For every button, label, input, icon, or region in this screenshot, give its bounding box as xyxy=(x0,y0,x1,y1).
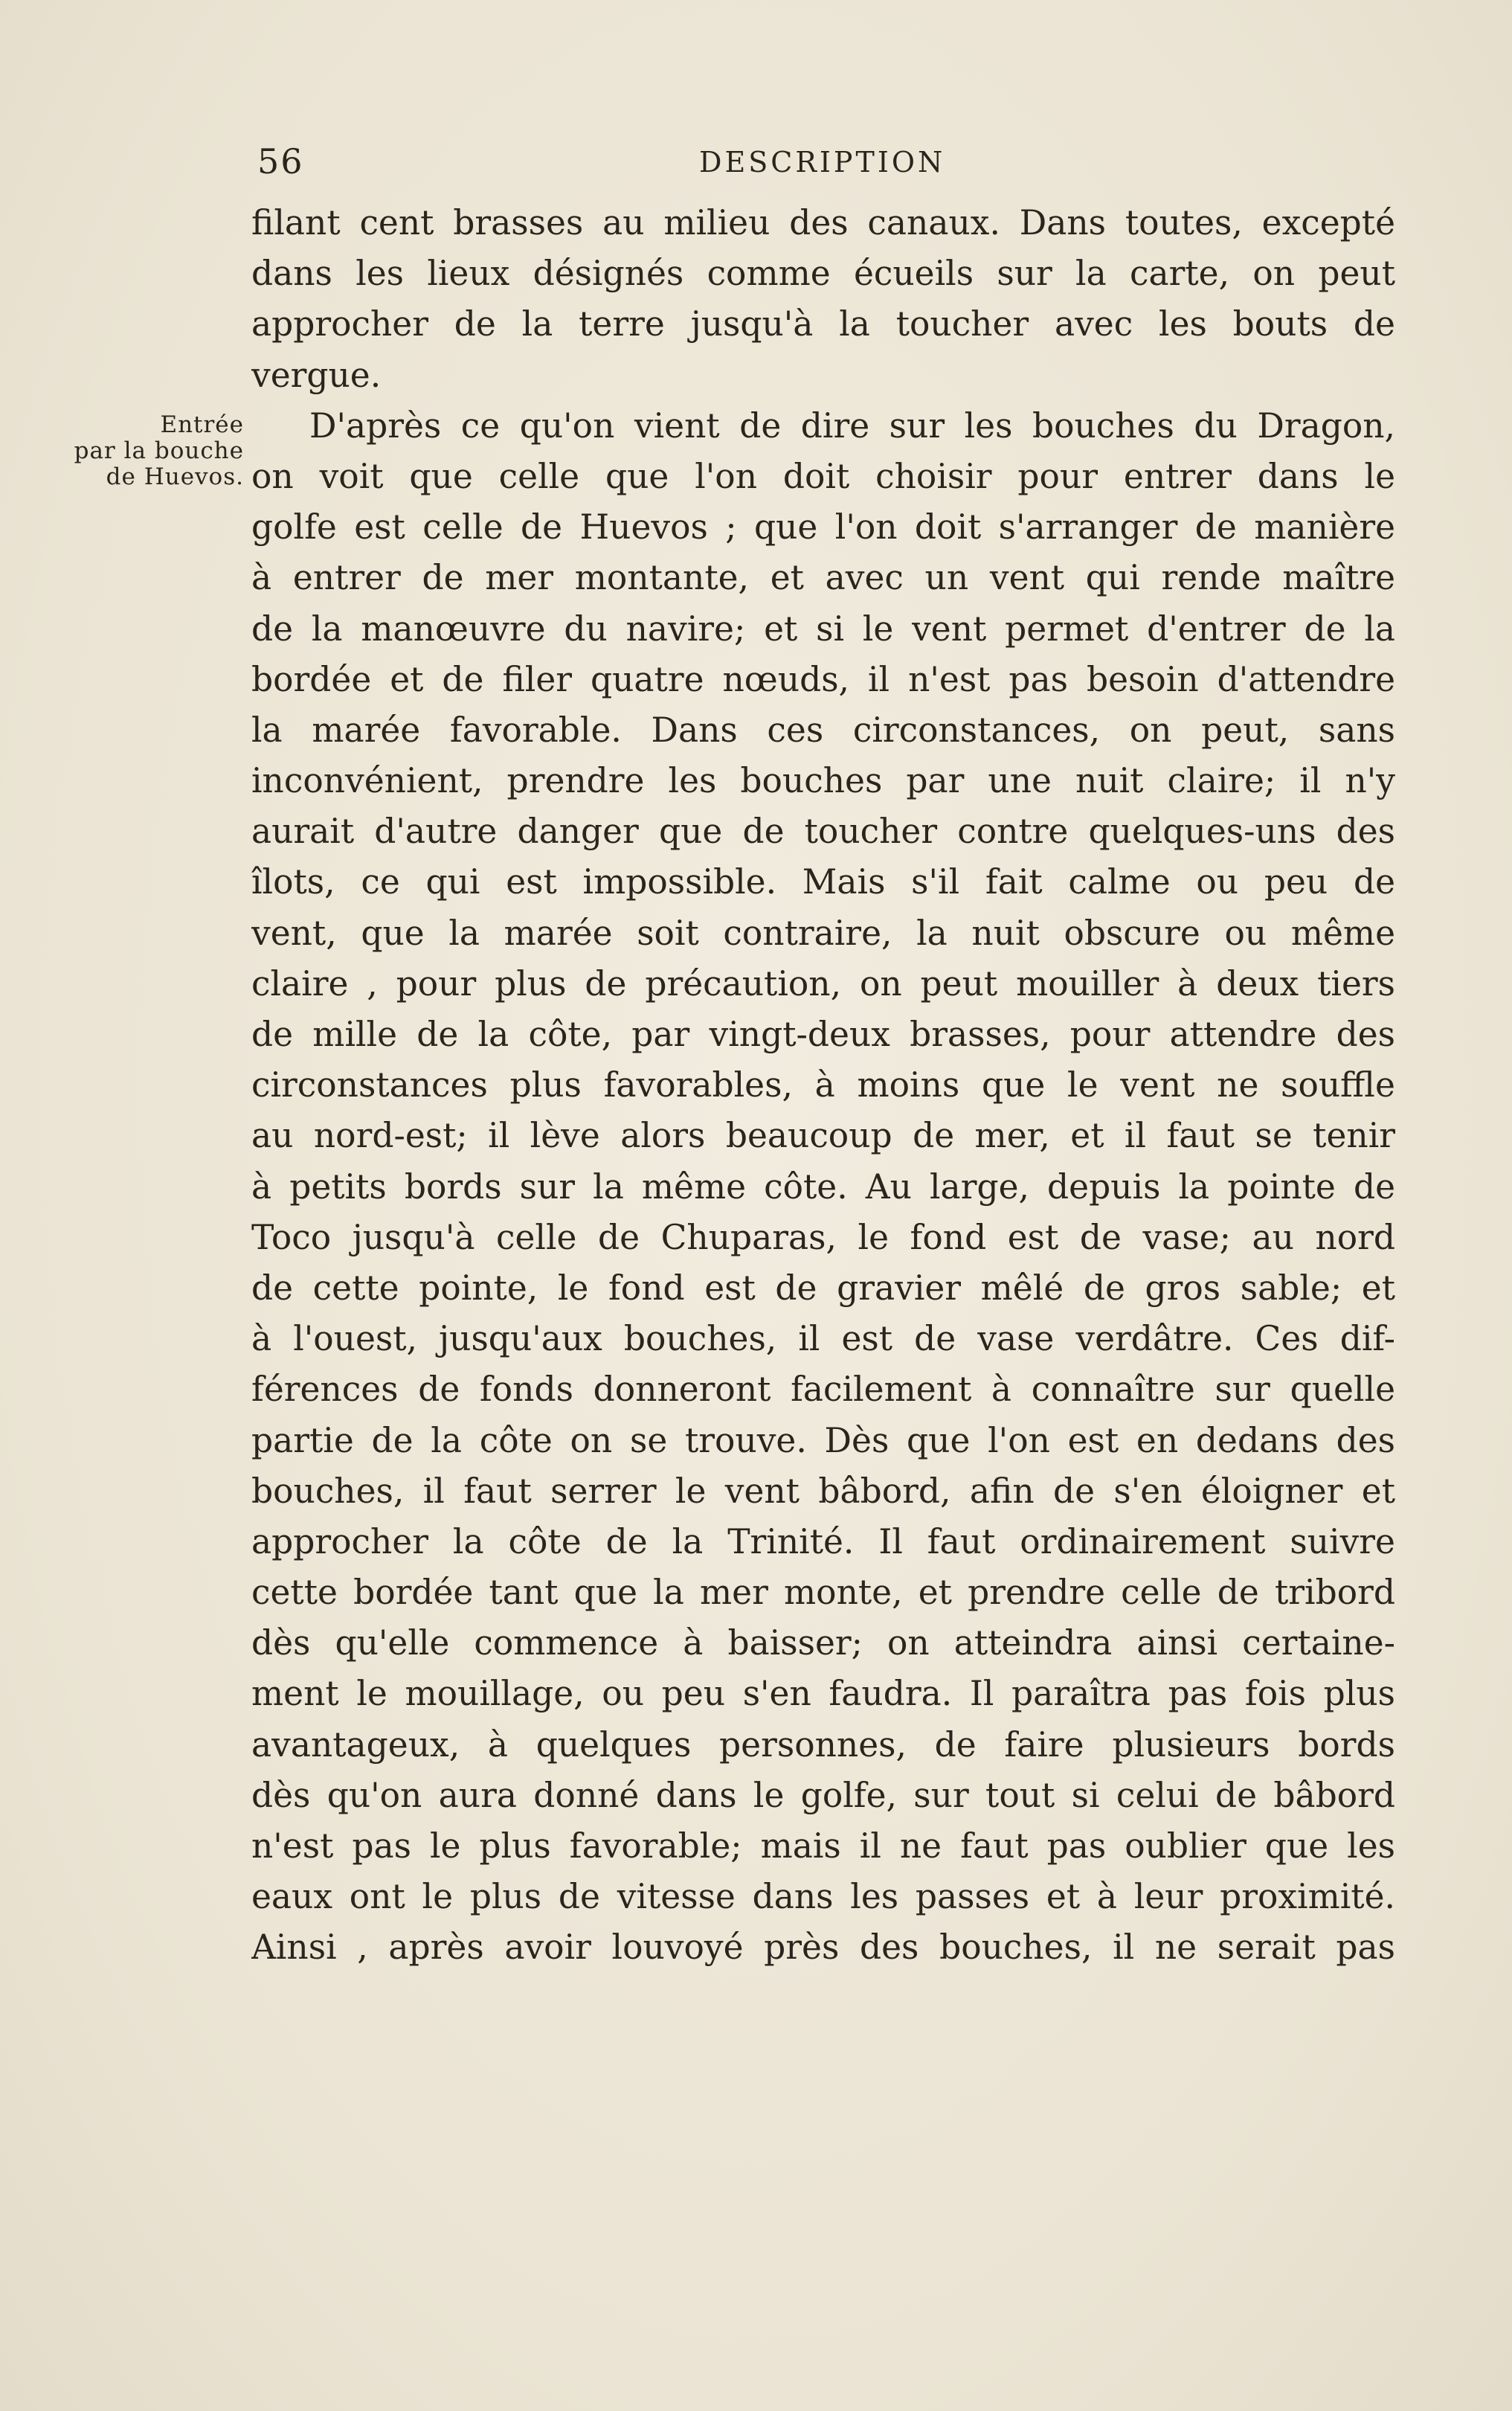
body-text xyxy=(251,198,1395,1974)
text-line: Toco jusqu'à celle de Chuparas, le fond est de vase; au nord xyxy=(251,1217,1395,1257)
margin-note xyxy=(65,412,244,490)
text-line: cette bordée tant que la mer monte, et prendre celle de tribord xyxy=(251,1573,1395,1613)
text-line: de la manœuvre du navire; et si le vent permet d'entrer de la xyxy=(251,609,1395,649)
text-line: dans les lieux désignés comme écueils sur la carte, on peut xyxy=(251,254,1395,294)
text-line: golfe est celle de Huevos ; que l'on doit s'arranger de manière xyxy=(251,507,1395,548)
text-line: on voit que celle que l'on doit choisir pour entrer dans le xyxy=(251,456,1395,496)
text-line: ment le mouillage, ou peu s'en faudra. Il paraîtra pas fois plus xyxy=(251,1674,1395,1714)
text-line: bouches, il faut serrer le vent bâbord, afin de s'en éloigner et xyxy=(251,1471,1395,1511)
text-line: approcher de la terre jusqu'à la toucher avec les bouts de xyxy=(251,304,1395,344)
text-line: approcher la côte de la Trinité. Il faut ordinairement suivre xyxy=(251,1521,1395,1561)
text-line: îlots, ce qui est impossible. Mais s'il fait calme ou peu de xyxy=(251,862,1395,902)
text-line: claire , pour plus de précaution, on peut mouiller à deux tiers xyxy=(251,963,1395,1004)
text-line: partie de la côte on se trouve. Dès que l'on est en dedans des xyxy=(251,1420,1395,1460)
text-line: de cette pointe, le fond est de gravier mêlé de gros sable; et xyxy=(251,1268,1395,1308)
paragraph-first-line: D'après ce qu'on vient de dire sur les bouches du Dragon, xyxy=(309,405,1395,446)
page-header xyxy=(257,141,1394,186)
text-line: au nord-est; il lève alors beaucoup de mer, et il faut se tenir xyxy=(251,1116,1395,1156)
text-line: à entrer de mer montante, et avec un vent qui rende maître xyxy=(251,558,1395,598)
text-line: circonstances plus favorables, à moins que le vent ne souffle xyxy=(251,1065,1395,1105)
page-number: 56 xyxy=(257,141,304,182)
text-line: férences de fonds donneront facilement à connaître sur quelle xyxy=(251,1370,1395,1410)
margin-note-line: de Huevos. xyxy=(106,463,244,490)
text-line: n'est pas le plus favorable; mais il ne faut pas oublier que les xyxy=(251,1826,1395,1866)
text-line: de mille de la côte, par vingt-deux brasses, pour attendre des xyxy=(251,1015,1395,1054)
text-line: filant cent brasses au milieu des canaux. Dans toutes, excepté xyxy=(251,203,1395,243)
text-line: eaux ont le plus de vitesse dans les passes et à leur proximité. xyxy=(251,1877,1395,1917)
text-line: aurait d'autre danger que de toucher contre quelques-uns des xyxy=(251,812,1395,852)
text-line: vent, que la marée soit contraire, la nuit obscure ou même xyxy=(251,913,1395,953)
text-line: dès qu'elle commence à baisser; on atteindra ainsi certaine- xyxy=(251,1623,1395,1663)
text-line: vergue. xyxy=(251,355,382,395)
text-line: à petits bords sur la même côte. Au large, depuis la pointe de xyxy=(251,1166,1395,1207)
text-line: bordée et de filer quatre nœuds, il n'est pas besoin d'attendre xyxy=(251,659,1395,699)
text-line: avantageux, à quelques personnes, de faire plusieurs bords xyxy=(251,1724,1395,1765)
margin-note-line: par la bouche xyxy=(74,437,244,464)
margin-note-line: Entrée xyxy=(160,411,244,438)
text-line: dès qu'on aura donné dans le golfe, sur tout si celui de bâbord xyxy=(251,1775,1395,1815)
text-line: inconvénient, prendre les bouches par une nuit claire; il n'y xyxy=(251,761,1395,801)
text-line: la marée favorable. Dans ces circonstances, on peut, sans xyxy=(251,710,1395,750)
text-line: à l'ouest, jusqu'aux bouches, il est de vase verdâtre. Ces dif- xyxy=(251,1319,1395,1359)
running-head: DESCRIPTION xyxy=(699,146,946,179)
text-line: Ainsi , après avoir louvoyé près des bouches, il ne serait pas xyxy=(251,1927,1395,1968)
